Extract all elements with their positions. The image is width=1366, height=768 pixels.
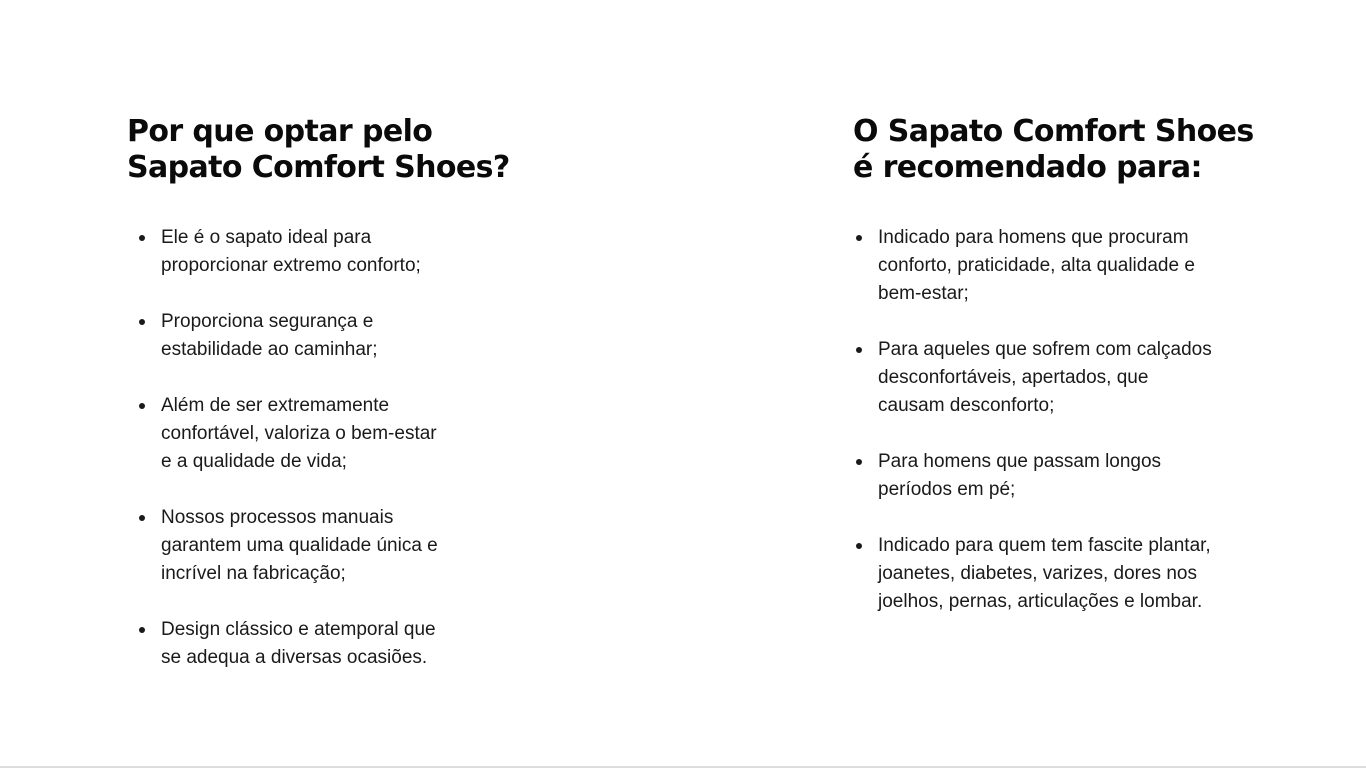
why-choose-list (127, 224, 547, 700)
why-choose-heading (127, 114, 547, 186)
list-item-line: bem-estar; (878, 283, 969, 304)
why-choose-section (127, 114, 547, 668)
list-item-line: proporcionar extremo conforto; (161, 255, 421, 276)
list-item-line: confortável, valoriza o bem-estar (161, 423, 437, 444)
list-item-line: Para aqueles que sofrem com calçados (878, 339, 1212, 360)
list-item-line: Ele é o sapato ideal para (161, 227, 372, 248)
bullet-icon (856, 543, 862, 549)
why-choose-heading-line-1: Por que optar pelo (127, 114, 433, 149)
list-item (127, 392, 547, 476)
list-item-line: Indicado para quem tem fascite plantar, (878, 535, 1211, 556)
list-item (127, 308, 547, 364)
list-item (853, 336, 1313, 420)
list-item-line: incrível na fabricação; (161, 563, 346, 584)
recommended-for-heading (853, 114, 1313, 186)
list-item-line: Nossos processos manuais (161, 507, 394, 528)
recommended-for-section (853, 114, 1313, 612)
bullet-icon (856, 235, 862, 241)
list-item-line: Para homens que passam longos (878, 451, 1162, 472)
list-item (853, 448, 1313, 504)
list-item-line: Proporciona segurança e (161, 311, 374, 332)
bullet-icon (856, 459, 862, 465)
list-item-line: desconfortáveis, apertados, que (878, 367, 1149, 388)
list-item-line: garantem uma qualidade única e (161, 535, 438, 556)
list-item-line: conforto, praticidade, alta qualidade e (878, 255, 1195, 276)
bullet-icon (139, 235, 145, 241)
list-item-line: e a qualidade de vida; (161, 451, 347, 472)
why-choose-heading-line-2: Sapato Comfort Shoes? (127, 150, 510, 185)
list-item (853, 224, 1313, 308)
list-item (127, 616, 547, 672)
bullet-icon (139, 627, 145, 633)
list-item-line: joelhos, pernas, articulações e lombar. (878, 591, 1203, 612)
list-item-line: períodos em pé; (878, 479, 1016, 500)
list-item-line: se adequa a diversas ocasiões. (161, 647, 428, 668)
bullet-icon (139, 319, 145, 325)
list-item (127, 224, 547, 280)
list-item-line: Indicado para homens que procuram (878, 227, 1189, 248)
recommended-for-list (853, 224, 1313, 644)
recommended-for-heading-line-2: é recomendado para: (853, 150, 1202, 185)
list-item (853, 532, 1313, 616)
bullet-icon (856, 347, 862, 353)
list-item-line: Além de ser extremamente (161, 395, 390, 416)
recommended-for-heading-line-1: O Sapato Comfort Shoes (853, 114, 1254, 149)
list-item-line: Design clássico e atemporal que (161, 619, 436, 640)
list-item-line: estabilidade ao caminhar; (161, 339, 378, 360)
list-item-line: joanetes, diabetes, varizes, dores nos (878, 563, 1197, 584)
bullet-icon (139, 403, 145, 409)
list-item (127, 504, 547, 588)
bullet-icon (139, 515, 145, 521)
list-item-line: causam desconforto; (878, 395, 1055, 416)
